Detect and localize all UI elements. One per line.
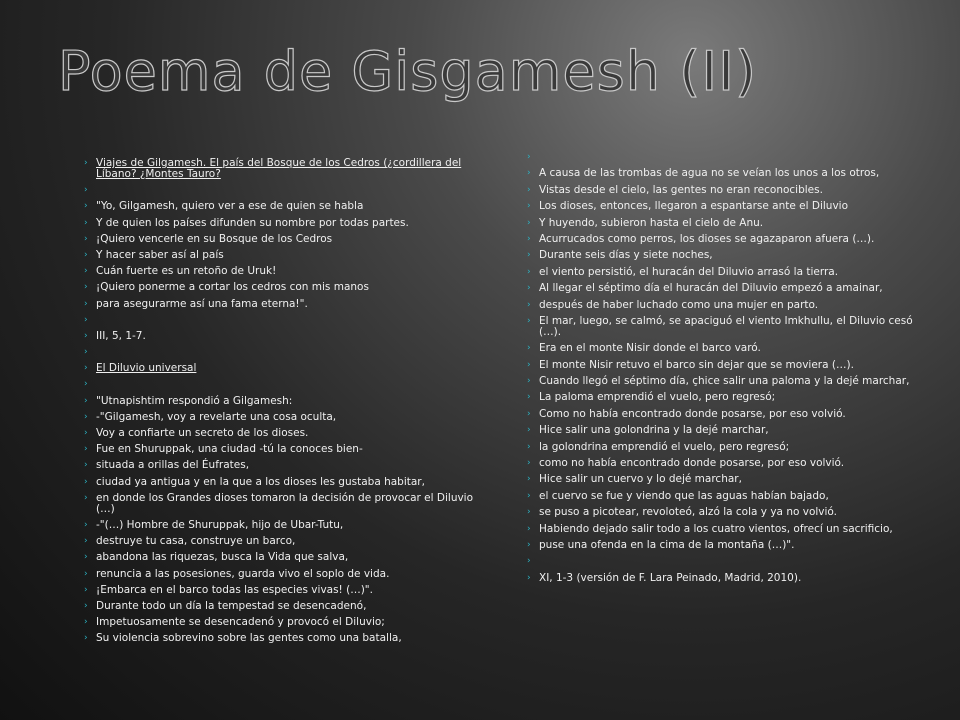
arrow-bullet-icon: › — [84, 185, 88, 196]
bullet-text: La paloma emprendió el vuelo, pero regresó; — [539, 391, 776, 404]
arrow-bullet-icon: › — [84, 492, 88, 503]
bullet-text: Como no había encontrado donde posarse, por eso volvió. — [539, 407, 846, 420]
arrow-bullet-icon: › — [527, 458, 531, 469]
arrow-bullet-icon: › — [84, 266, 88, 277]
bullet-text: Los dioses, entonces, llegaron a espantarse ante el Diluvio — [539, 200, 849, 213]
bullet-item — [527, 283, 922, 294]
bullet-item — [527, 343, 922, 354]
arrow-bullet-icon: › — [527, 376, 531, 387]
bullet-text: Impetuosamente se desencadenó y provocó el Diluvio; — [96, 616, 385, 629]
bullet-item — [84, 601, 474, 612]
arrow-bullet-icon: › — [527, 299, 531, 310]
bullet-item — [527, 300, 922, 311]
bullet-item — [527, 524, 922, 535]
arrow-bullet-icon: › — [84, 298, 88, 309]
bullet-text: -"Gilgamesh, voy a revelarte una cosa oculta, — [96, 410, 337, 423]
bullet-text: Y de quien los países difunden su nombre por todas partes. — [96, 216, 409, 229]
bullet-item — [527, 168, 922, 179]
bullet-text: puse una ofenda en la cima de la montaña (…)". — [539, 538, 795, 551]
bullet-item — [527, 185, 922, 196]
bullet-text: Vistas desde el cielo, las gentes no eran reconocibles. — [539, 183, 823, 196]
bullet-text: III, 5, 1-7. — [96, 329, 146, 342]
bullet-item — [84, 347, 474, 358]
bullet-item — [84, 633, 474, 644]
bullet-item — [527, 573, 922, 584]
arrow-bullet-icon: › — [84, 536, 88, 547]
bullet-text: el cuervo se fue y viendo que las aguas habían bajado, — [539, 489, 829, 502]
bullet-text: Durante seis días y siete noches, — [539, 249, 713, 262]
arrow-bullet-icon: › — [527, 152, 531, 162]
arrow-bullet-icon: › — [84, 584, 88, 595]
arrow-bullet-icon: › — [84, 519, 88, 530]
bullet-item — [84, 158, 474, 180]
bullet-item — [527, 425, 922, 436]
arrow-bullet-icon: › — [527, 441, 531, 452]
arrow-bullet-icon: › — [84, 282, 88, 293]
arrow-bullet-icon: › — [527, 556, 531, 567]
bullet-item — [84, 201, 474, 212]
bullet-item — [527, 267, 922, 278]
arrow-bullet-icon: › — [527, 523, 531, 534]
bullet-item — [527, 409, 922, 420]
arrow-bullet-icon: › — [84, 552, 88, 563]
arrow-bullet-icon: › — [527, 507, 531, 518]
bullet-item — [527, 556, 922, 567]
bullet-item — [84, 412, 474, 423]
arrow-bullet-icon: › — [84, 633, 88, 644]
bullet-item — [84, 493, 474, 515]
arrow-bullet-icon: › — [84, 476, 88, 487]
arrow-bullet-icon: › — [527, 474, 531, 485]
arrow-bullet-icon: › — [527, 490, 531, 501]
bullet-item — [84, 315, 474, 326]
bullet-text: Hice salir un cuervo y lo dejé marchar, — [539, 473, 742, 486]
arrow-bullet-icon: › — [84, 428, 88, 438]
bullet-text: Voy a confiarte un secreto de los dioses. — [96, 427, 309, 439]
right-text-column — [527, 152, 922, 589]
arrow-bullet-icon: › — [527, 315, 531, 326]
arrow-bullet-icon: › — [84, 411, 88, 422]
bullet-item — [84, 520, 474, 531]
bullet-item — [527, 540, 922, 551]
arrow-bullet-icon: › — [527, 217, 531, 228]
left-text-column — [84, 158, 474, 649]
bullet-item — [84, 299, 474, 310]
bullet-text: El monte Nisir retuvo el barco sin dejar que se moviera (…). — [539, 358, 854, 371]
bullet-item — [527, 152, 922, 163]
bullet-item — [84, 460, 474, 471]
bullet-item — [527, 360, 922, 371]
bullet-text: como no había encontrado donde posarse, por eso volvió. — [539, 457, 845, 470]
bullet-item — [84, 218, 474, 229]
arrow-bullet-icon: › — [84, 363, 88, 374]
arrow-bullet-icon: › — [527, 572, 531, 583]
bullet-text: Acurrucados como perros, los dioses se agazaparon afuera (…). — [539, 232, 875, 245]
bullet-item — [84, 617, 474, 628]
bullet-text: Viajes de Gilgamesh. El país del Bosque de los Cedros (¿cordillera del Líbano? ¿Montes Tauro? — [96, 157, 462, 180]
arrow-bullet-icon: › — [527, 184, 531, 195]
bullet-item — [84, 379, 474, 390]
bullet-item — [84, 266, 474, 277]
bullet-item — [527, 458, 922, 469]
arrow-bullet-icon: › — [84, 314, 88, 325]
arrow-bullet-icon: › — [84, 249, 88, 260]
arrow-bullet-icon: › — [84, 444, 88, 455]
arrow-bullet-icon: › — [527, 343, 531, 354]
arrow-bullet-icon: › — [527, 250, 531, 261]
arrow-bullet-icon: › — [527, 408, 531, 419]
bullet-item — [527, 201, 922, 212]
bullet-text: Y hacer saber así al país — [96, 248, 224, 261]
bullet-text: Durante todo un día la tempestad se desencadenó, — [96, 599, 367, 612]
slide-title: Poema de Gisgamesh (II) — [58, 40, 758, 103]
bullet-text: renuncia a las posesiones, guarda vivo el soplo de vida. — [96, 567, 390, 580]
bullet-text: después de haber luchado como una mujer en parto. — [539, 298, 819, 311]
arrow-bullet-icon: › — [84, 201, 88, 212]
bullet-item — [527, 474, 922, 485]
bullet-item — [527, 316, 922, 338]
bullet-item — [84, 444, 474, 455]
arrow-bullet-icon: › — [527, 283, 531, 294]
arrow-bullet-icon: › — [84, 330, 88, 341]
bullet-text: Hice salir una golondrina y la dejé marchar, — [539, 424, 769, 437]
bullet-text: ciudad ya antigua y en la que a los dioses les gustaba habitar, — [96, 475, 425, 488]
bullet-item — [84, 396, 474, 407]
bullet-item — [84, 234, 474, 245]
bullet-item — [527, 234, 922, 245]
arrow-bullet-icon: › — [527, 168, 531, 179]
bullet-item — [527, 442, 922, 453]
arrow-bullet-icon: › — [84, 568, 88, 579]
arrow-bullet-icon: › — [84, 158, 88, 168]
bullet-text: "Yo, Gilgamesh, quiero ver a ese de quien se habla — [96, 200, 364, 213]
arrow-bullet-icon: › — [527, 392, 531, 403]
arrow-bullet-icon: › — [84, 600, 88, 611]
arrow-bullet-icon: › — [84, 217, 88, 228]
bullet-text: para asegurarme así una fama eterna!". — [96, 297, 308, 310]
bullet-item — [84, 477, 474, 488]
bullet-item — [527, 491, 922, 502]
bullet-text: -"(…) Hombre de Shuruppak, hijo de Ubar-Tutu, — [96, 518, 344, 531]
bullet-text: ¡Quiero vencerle en su Bosque de los Cedros — [96, 232, 333, 245]
bullet-text: "Utnapishtim respondió a Gilgamesh: — [96, 394, 293, 407]
arrow-bullet-icon: › — [527, 266, 531, 277]
arrow-bullet-icon: › — [527, 539, 531, 550]
bullet-item — [84, 185, 474, 196]
bullet-item — [84, 282, 474, 293]
bullet-text: XI, 1-3 (versión de F. Lara Peinado, Madrid, 2010). — [539, 571, 802, 584]
bullet-text: el viento persistió, el huracán del Diluvio arrasó la tierra. — [539, 265, 839, 278]
bullet-item — [84, 536, 474, 547]
bullet-text: El Diluvio universal — [96, 362, 197, 375]
bullet-text: la golondrina emprendió el vuelo, pero regresó; — [539, 440, 790, 453]
arrow-bullet-icon: › — [527, 425, 531, 436]
bullet-text: situada a orillas del Éufrates, — [96, 459, 250, 472]
bullet-text: ¡Embarca en el barco todas las especies vivas! (…)". — [96, 583, 373, 596]
bullet-item — [527, 250, 922, 261]
bullet-item — [84, 569, 474, 580]
arrow-bullet-icon: › — [84, 460, 88, 471]
bullet-text: se puso a picotear, revoloteó, alzó la cola y ya no volvió. — [539, 506, 837, 519]
bullet-text: ¡Quiero ponerme a cortar los cedros con mis manos — [96, 281, 369, 294]
bullet-text: destruye tu casa, construye un barco, — [96, 535, 296, 548]
arrow-bullet-icon: › — [84, 379, 88, 390]
bullet-text: Cuando llegó el séptimo día, çhice salir una paloma y la dejé marchar, — [539, 375, 910, 388]
bullet-text: Al llegar el séptimo día el huracán del Diluvio empezó a amainar, — [539, 282, 883, 295]
bullet-item — [527, 218, 922, 229]
bullet-item — [84, 363, 474, 374]
bullet-text: A causa de las trombas de agua no se veían los unos a los otros, — [539, 167, 880, 180]
bullet-item — [527, 507, 922, 518]
arrow-bullet-icon: › — [84, 347, 88, 358]
bullet-text: Fue en Shuruppak, una ciudad -tú la conoces bien- — [96, 443, 363, 456]
arrow-bullet-icon: › — [527, 359, 531, 370]
bullet-text: Habiendo dejado salir todo a los cuatro vientos, ofrecí un sacrificio, — [539, 522, 893, 535]
bullet-item — [84, 585, 474, 596]
bullet-text: Cuán fuerte es un retoño de Uruk! — [96, 265, 277, 278]
bullet-item — [527, 392, 922, 403]
bullet-item — [84, 250, 474, 261]
bullet-text: abandona las riquezas, busca la Vida que salva, — [96, 551, 349, 564]
arrow-bullet-icon: › — [527, 233, 531, 244]
bullet-text: El mar, luego, se calmó, se apaciguó el viento Imkhullu, el Diluvio cesó (…). — [539, 314, 913, 338]
arrow-bullet-icon: › — [84, 233, 88, 244]
bullet-text: Su violencia sobrevino sobre las gentes como una batalla, — [96, 632, 402, 645]
bullet-text: Y huyendo, subieron hasta el cielo de Anu. — [539, 216, 764, 229]
arrow-bullet-icon: › — [527, 201, 531, 212]
bullet-item — [84, 428, 474, 439]
bullet-text: Era en el monte Nisir donde el barco varó. — [539, 342, 761, 355]
bullet-item — [84, 552, 474, 563]
bullet-item — [527, 376, 922, 387]
right-bullet-list — [527, 152, 922, 584]
bullet-item — [84, 331, 474, 342]
bullet-text: en donde los Grandes dioses tomaron la decisión de provocar el Diluvio (…) — [96, 491, 474, 515]
arrow-bullet-icon: › — [84, 395, 88, 406]
arrow-bullet-icon: › — [84, 617, 88, 628]
left-bullet-list — [84, 158, 474, 644]
